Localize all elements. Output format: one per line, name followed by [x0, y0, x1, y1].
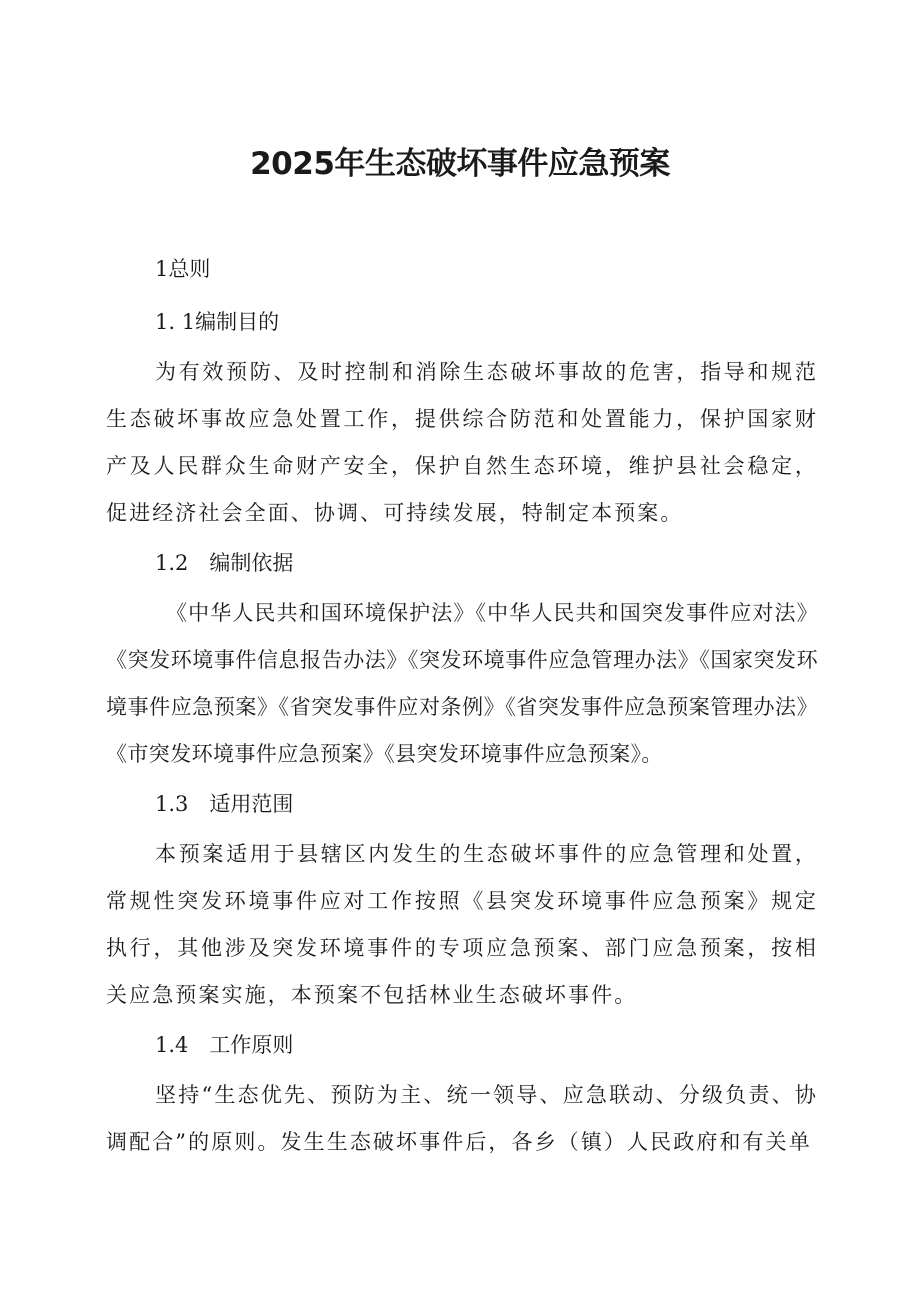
- section-heading-1-2: 1.2 编制依据: [155, 551, 294, 575]
- paragraph-1-3: 本预案适用于县辖区内发生的生态破坏事件的应急管理和处置，常规性突发环境事件应对工作按照《县突发环境事件应急预案》规定执行，其他涉及突发环境事件的专项应急预案、部门应急预案，按相关应急预案实施，本预案不包括林业生态破坏事件。: [106, 842, 818, 1007]
- section-heading-1-4: 1.4 工作原则: [155, 1033, 294, 1057]
- section-heading-1-3: 1.3 适用范围: [155, 792, 294, 816]
- section-heading-1: 1总则: [155, 257, 211, 281]
- paragraph-1-4: 坚持“生态优先、预防为主、统一领导、应急联动、分级负责、协调配合”的原则。发生生态破坏事件后，各乡（镇）人民政府和有关单: [106, 1083, 818, 1154]
- section-heading-1-1: 1. 1编制目的: [155, 310, 280, 334]
- paragraph-1-1: 为有效预防、及时控制和消除生态破坏事故的危害，指导和规范生态破坏事故应急处置工作，提供综合防范和处置能力，保护国家财产及人民群众生命财产安全，保护自然生态环境，维护县社会稳定，促进经济社会全面、协调、可持续发展，特制定本预案。: [106, 360, 818, 525]
- document-body: [106, 243, 818, 1166]
- document-title: 2025年生态破坏事件应急预案: [250, 146, 670, 182]
- paragraph-1-2: 《中华人民共和国环境保护法》《中华人民共和国突发事件应对法》《突发环境事件信息报告办法》《突发环境事件应急管理办法》《国家突发环境事件应急预案》《省突发事件应对条例》《省突发事件应急预案管理办法》《市突发环境事件应急预案》《县突发环境事件应急预案》。: [106, 601, 818, 766]
